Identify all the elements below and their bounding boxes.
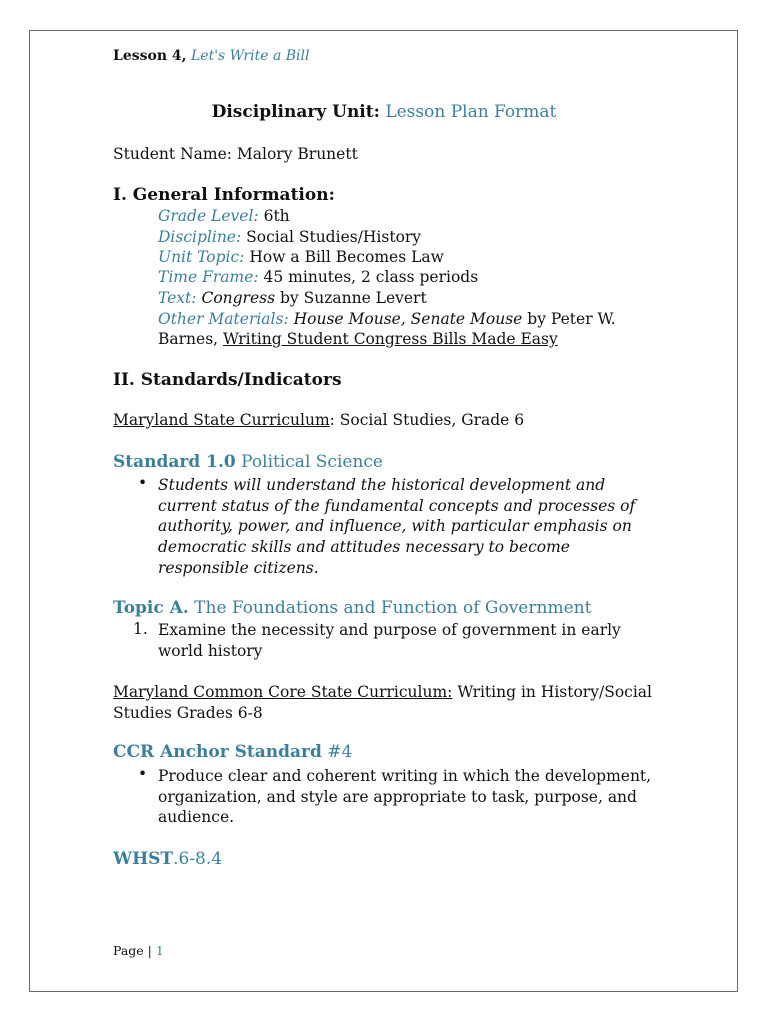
materials-label: Other Materials: <box>158 310 289 328</box>
page-header <box>113 48 310 64</box>
topic-a-text <box>158 620 621 661</box>
discipline-line <box>158 227 421 248</box>
grade-label: Grade Level: <box>158 207 259 225</box>
materials-link[interactable]: Writing Student Congress Bills Made Easy <box>223 330 558 348</box>
topic-a-rest: The Foundations and Function of Government <box>194 598 592 618</box>
lesson-label: Lesson 4, <box>113 48 187 64</box>
ccr-line: audience. <box>158 808 235 827</box>
ccr-bold: CCR Anchor Standard <box>113 742 322 762</box>
standard-1-bold: Standard 1.0 <box>113 452 236 472</box>
materials-line <box>158 309 616 330</box>
topic-a-heading <box>113 598 591 618</box>
discipline-value: Social Studies/History <box>246 228 422 246</box>
topic-a-line: world history <box>158 641 263 660</box>
grade-level-line <box>158 206 290 227</box>
page-number: 1 <box>155 943 164 958</box>
lesson-title: Let's Write a Bill <box>190 48 310 64</box>
bullet-icon: • <box>138 474 148 492</box>
page-label: Page | <box>113 943 152 958</box>
topic-a-bold: Topic A. <box>113 598 189 618</box>
document-title <box>0 102 768 122</box>
standard-1-rest: Political Science <box>241 452 383 472</box>
discipline-label: Discipline: <box>158 228 242 246</box>
ccr-line: Produce clear and coherent writing in which the development, <box>158 767 652 785</box>
common-core-rest: Writing in History/Social <box>452 683 652 701</box>
standard-1-line: Students will understand the historical development and <box>158 476 606 494</box>
page-footer <box>113 943 164 958</box>
title-teal: Lesson Plan Format <box>385 102 557 122</box>
student-name-line <box>113 145 358 163</box>
text-author: by Suzanne Levert <box>279 289 427 307</box>
text-label: Text: <box>158 289 197 307</box>
whst-rest: .6-8.4 <box>173 849 223 869</box>
md-curriculum-rest: : Social Studies, Grade 6 <box>329 411 525 429</box>
student-name-value: Malory Brunett <box>236 145 358 163</box>
time-value: 45 minutes, 2 class periods <box>263 268 479 286</box>
time-frame-line <box>158 267 478 288</box>
md-curriculum-line <box>113 411 524 429</box>
common-core-link[interactable]: Maryland Common Core State Curriculum: <box>113 683 453 701</box>
standard-1-heading <box>113 452 383 472</box>
ccr-heading <box>113 742 352 762</box>
materials-book: House Mouse, Senate Mouse <box>293 310 523 328</box>
unit-label: Unit Topic: <box>158 248 245 266</box>
student-name-label: Student Name: <box>113 145 232 163</box>
whst-bold: WHST <box>113 849 174 869</box>
materials-line-2 <box>158 329 558 350</box>
standard-1-line: authority, power, and influence, with particular emphasis on <box>158 517 632 536</box>
time-label: Time Frame: <box>158 268 259 286</box>
ccr-text <box>158 766 651 828</box>
common-core-block <box>113 682 652 723</box>
topic-a-line: Examine the necessity and purpose of government in early <box>158 621 621 639</box>
standard-1-line: responsible citizens. <box>158 558 319 577</box>
ccr-line: organization, and style are appropriate to task, purpose, and <box>158 787 637 806</box>
standard-1-line: current status of the fundamental concepts and processes of <box>158 496 636 515</box>
title-bold: Disciplinary Unit: <box>211 102 380 122</box>
topic-a-number: 1. <box>133 620 148 638</box>
whst-heading <box>113 849 222 869</box>
unit-topic-line <box>158 247 444 268</box>
ccr-rest: #4 <box>327 742 353 762</box>
text-book: Congress <box>201 289 276 307</box>
materials-line2-a: Barnes, <box>158 330 219 348</box>
md-curriculum-link[interactable]: Maryland State Curriculum <box>113 411 330 429</box>
unit-value: How a Bill Becomes Law <box>249 248 444 266</box>
bullet-icon: • <box>138 765 148 783</box>
general-heading: I. General Information: <box>113 185 335 205</box>
text-line <box>158 288 427 309</box>
standard-1-line: democratic skills and attitudes necessary to become <box>158 538 570 557</box>
common-core-line-2: Studies Grades 6-8 <box>113 703 263 722</box>
standards-heading: II. Standards/Indicators <box>113 370 342 390</box>
standard-1-text <box>158 475 635 579</box>
materials-author: by Peter W. <box>527 310 616 328</box>
grade-value: 6th <box>263 207 290 225</box>
